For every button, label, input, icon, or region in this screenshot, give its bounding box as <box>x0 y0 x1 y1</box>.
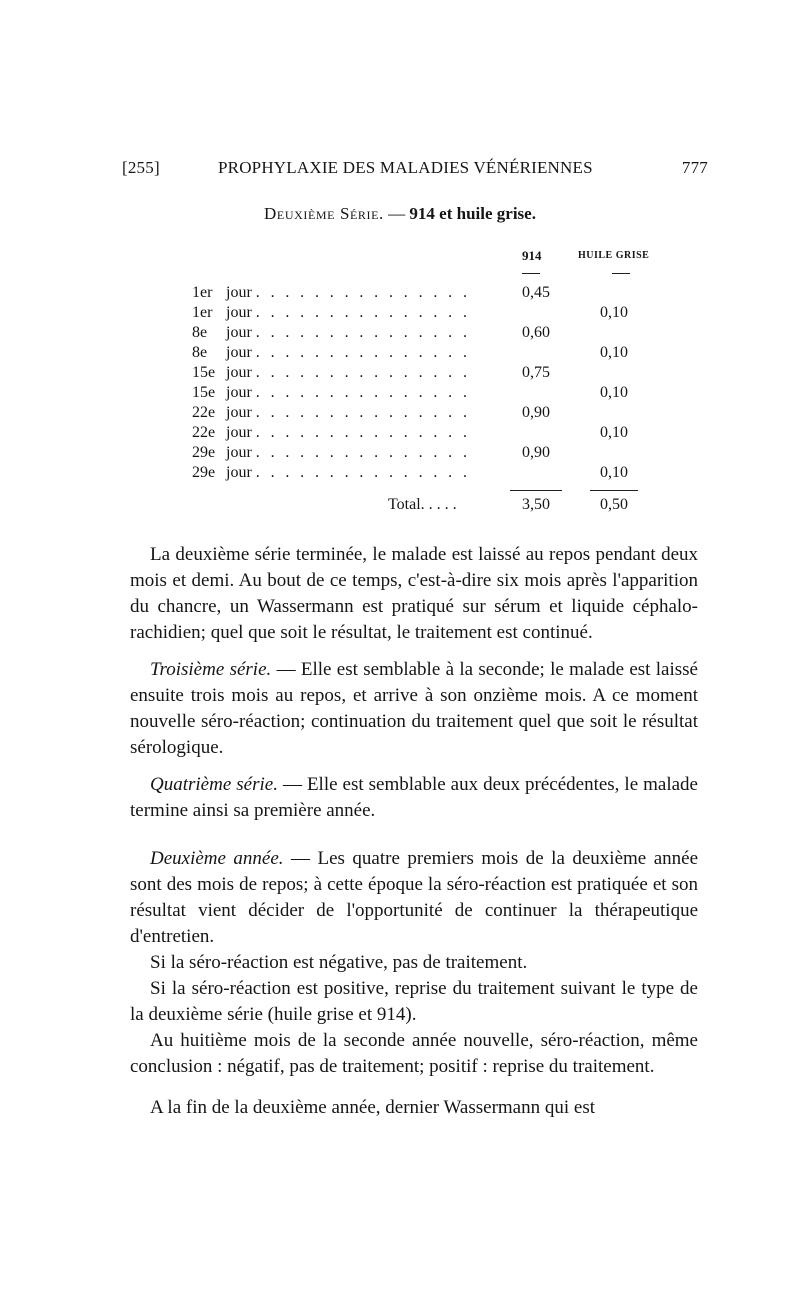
leader-dots: . . . . . . . . . . . . . . . <box>255 364 471 381</box>
paragraph-troisieme-serie <box>130 657 698 761</box>
leader-dots: . . . . . . . . . . . . . . . <box>255 384 471 401</box>
value-huile: 0,10 <box>600 384 628 401</box>
leader-dots: . . . . . . . . . . . . . . . <box>255 464 471 481</box>
row-jour: jour <box>226 424 252 441</box>
row-label <box>192 404 502 422</box>
value-914: 0,45 <box>522 284 550 301</box>
series-title-main: 914 et huile grise. <box>409 204 536 223</box>
series-title-dash: — <box>383 204 410 223</box>
paragraph-6: Si la séro-réaction est positive, reprise du traitement suivant le type de la deuxième série (huile grise et 914). <box>130 978 698 1025</box>
row-jour: jour <box>226 344 252 361</box>
row-jour: jour <box>226 464 252 481</box>
row-day: 29e <box>192 444 216 461</box>
series-title-prefix: Deuxième Série. <box>264 204 384 223</box>
row-label <box>192 344 502 362</box>
row-label <box>192 284 502 302</box>
row-jour: jour <box>226 324 252 341</box>
running-header <box>122 158 708 180</box>
total-914: 3,50 <box>522 496 550 513</box>
row-jour: jour <box>226 444 252 461</box>
paragraph-5: Si la séro-réaction est négative, pas de traitement. <box>150 952 528 973</box>
leader-dots: . . . . . . . . . . . . . . . <box>255 444 471 461</box>
paragraph-8: A la fin de la deuxième année, dernier Wassermann qui est <box>150 1097 595 1118</box>
row-label <box>192 464 502 482</box>
row-day: 1er <box>192 304 213 321</box>
total-label: Total. . . . . <box>388 496 457 513</box>
section-number: [255] <box>122 158 160 177</box>
row-day: 8e <box>192 324 208 341</box>
row-label <box>192 304 502 322</box>
table-row <box>160 364 680 384</box>
value-914: 0,90 <box>522 444 550 461</box>
row-jour: jour <box>226 284 252 301</box>
value-huile: 0,10 <box>600 424 628 441</box>
paragraph-heading: Quatrième série. <box>150 774 278 795</box>
total-huile: 0,50 <box>600 496 628 513</box>
table-row <box>160 344 680 364</box>
value-914: 0,75 <box>522 364 550 381</box>
table-row <box>160 444 680 464</box>
column-header-huile-grise: HUILE GRISE <box>578 250 650 261</box>
leader-dots: . . . . . . . . . . . . . . . <box>255 324 471 341</box>
table-row <box>160 384 680 404</box>
paragraph-7: Au huitième mois de la seconde année nouvelle, séro-réaction, même conclusion : négatif, pas de traitement; positif : reprise du traitement. <box>130 1030 698 1077</box>
paragraph-deuxieme-annee <box>130 846 698 950</box>
table-row <box>160 464 680 484</box>
column-header-914: 914 <box>522 248 542 263</box>
table-row <box>160 324 680 344</box>
row-day: 29e <box>192 464 216 481</box>
paragraph-1: La deuxième série terminée, le malade est laissé au repos pendant deux mois et demi. Au bout de ce temps, c'est-à-dire six mois après l'apparition du chancre, un Wassermann est pratiqué sur sérum et liquide céphalo-rachidien; quel que soit le résultat, le traitement est continué. <box>130 544 698 643</box>
column-dash-huile <box>612 273 630 274</box>
row-label <box>192 384 502 402</box>
value-914: 0,90 <box>522 404 550 421</box>
table-row <box>160 304 680 324</box>
row-label <box>192 324 502 342</box>
row-label <box>192 424 502 442</box>
row-day: 1er <box>192 284 213 301</box>
paragraph-quatrieme-serie <box>130 772 698 824</box>
row-label <box>192 364 502 382</box>
series-title <box>0 204 800 224</box>
row-label <box>192 444 502 462</box>
running-title: PROPHYLAXIE DES MALADIES VÉNÉRIENNES <box>218 158 593 177</box>
total-rule-huile <box>590 490 638 491</box>
value-huile: 0,10 <box>600 344 628 361</box>
value-huile: 0,10 <box>600 464 628 481</box>
value-huile: 0,10 <box>600 304 628 321</box>
row-day: 15e <box>192 364 216 381</box>
leader-dots: . . . . . . . . . . . . . . . <box>255 344 471 361</box>
leader-dots: . . . . . . . . . . . . . . . <box>255 404 471 421</box>
paragraph-heading: Deuxième année. <box>150 848 284 869</box>
row-jour: jour <box>226 304 252 321</box>
paragraph-body: — Elle est semblable à la seconde; le malade est laissé ensuite trois mois au repos, et arrive à son onzième mois. A ce moment nouvelle séro-réaction; continuation du traitement quel que soit le résultat sérologique. <box>130 659 698 758</box>
table-row <box>160 284 680 304</box>
total-row <box>160 496 680 516</box>
dosage-table <box>160 248 680 518</box>
table-row <box>160 424 680 444</box>
row-day: 22e <box>192 424 216 441</box>
row-day: 22e <box>192 404 216 421</box>
page-number: 777 <box>681 158 708 177</box>
column-dash-914 <box>522 273 540 274</box>
leader-dots: . . . . . . . . . . . . . . . <box>255 284 471 301</box>
paragraph-body: — Elle est semblable aux deux précédentes, le malade termine ainsi sa première année. <box>130 774 698 821</box>
row-day: 8e <box>192 344 208 361</box>
leader-dots: . . . . . . . . . . . . . . . <box>255 424 471 441</box>
total-rule-914 <box>510 490 562 491</box>
value-914: 0,60 <box>522 324 550 341</box>
table-row <box>160 404 680 424</box>
row-day: 15e <box>192 384 216 401</box>
leader-dots: . . . . . . . . . . . . . . . <box>255 304 471 321</box>
row-jour: jour <box>226 364 252 381</box>
body-text <box>130 542 698 1121</box>
paragraph-body: — Les quatre premiers mois de la deuxième année sont des mois de repos; à cette époque la séro-réaction est pratiquée et son résultat vient décider de l'opportunité de continuer la thérapeutique d'entretien. <box>130 848 698 947</box>
paragraph-heading: Troisième série. <box>150 659 272 680</box>
row-jour: jour <box>226 384 252 401</box>
row-jour: jour <box>226 404 252 421</box>
